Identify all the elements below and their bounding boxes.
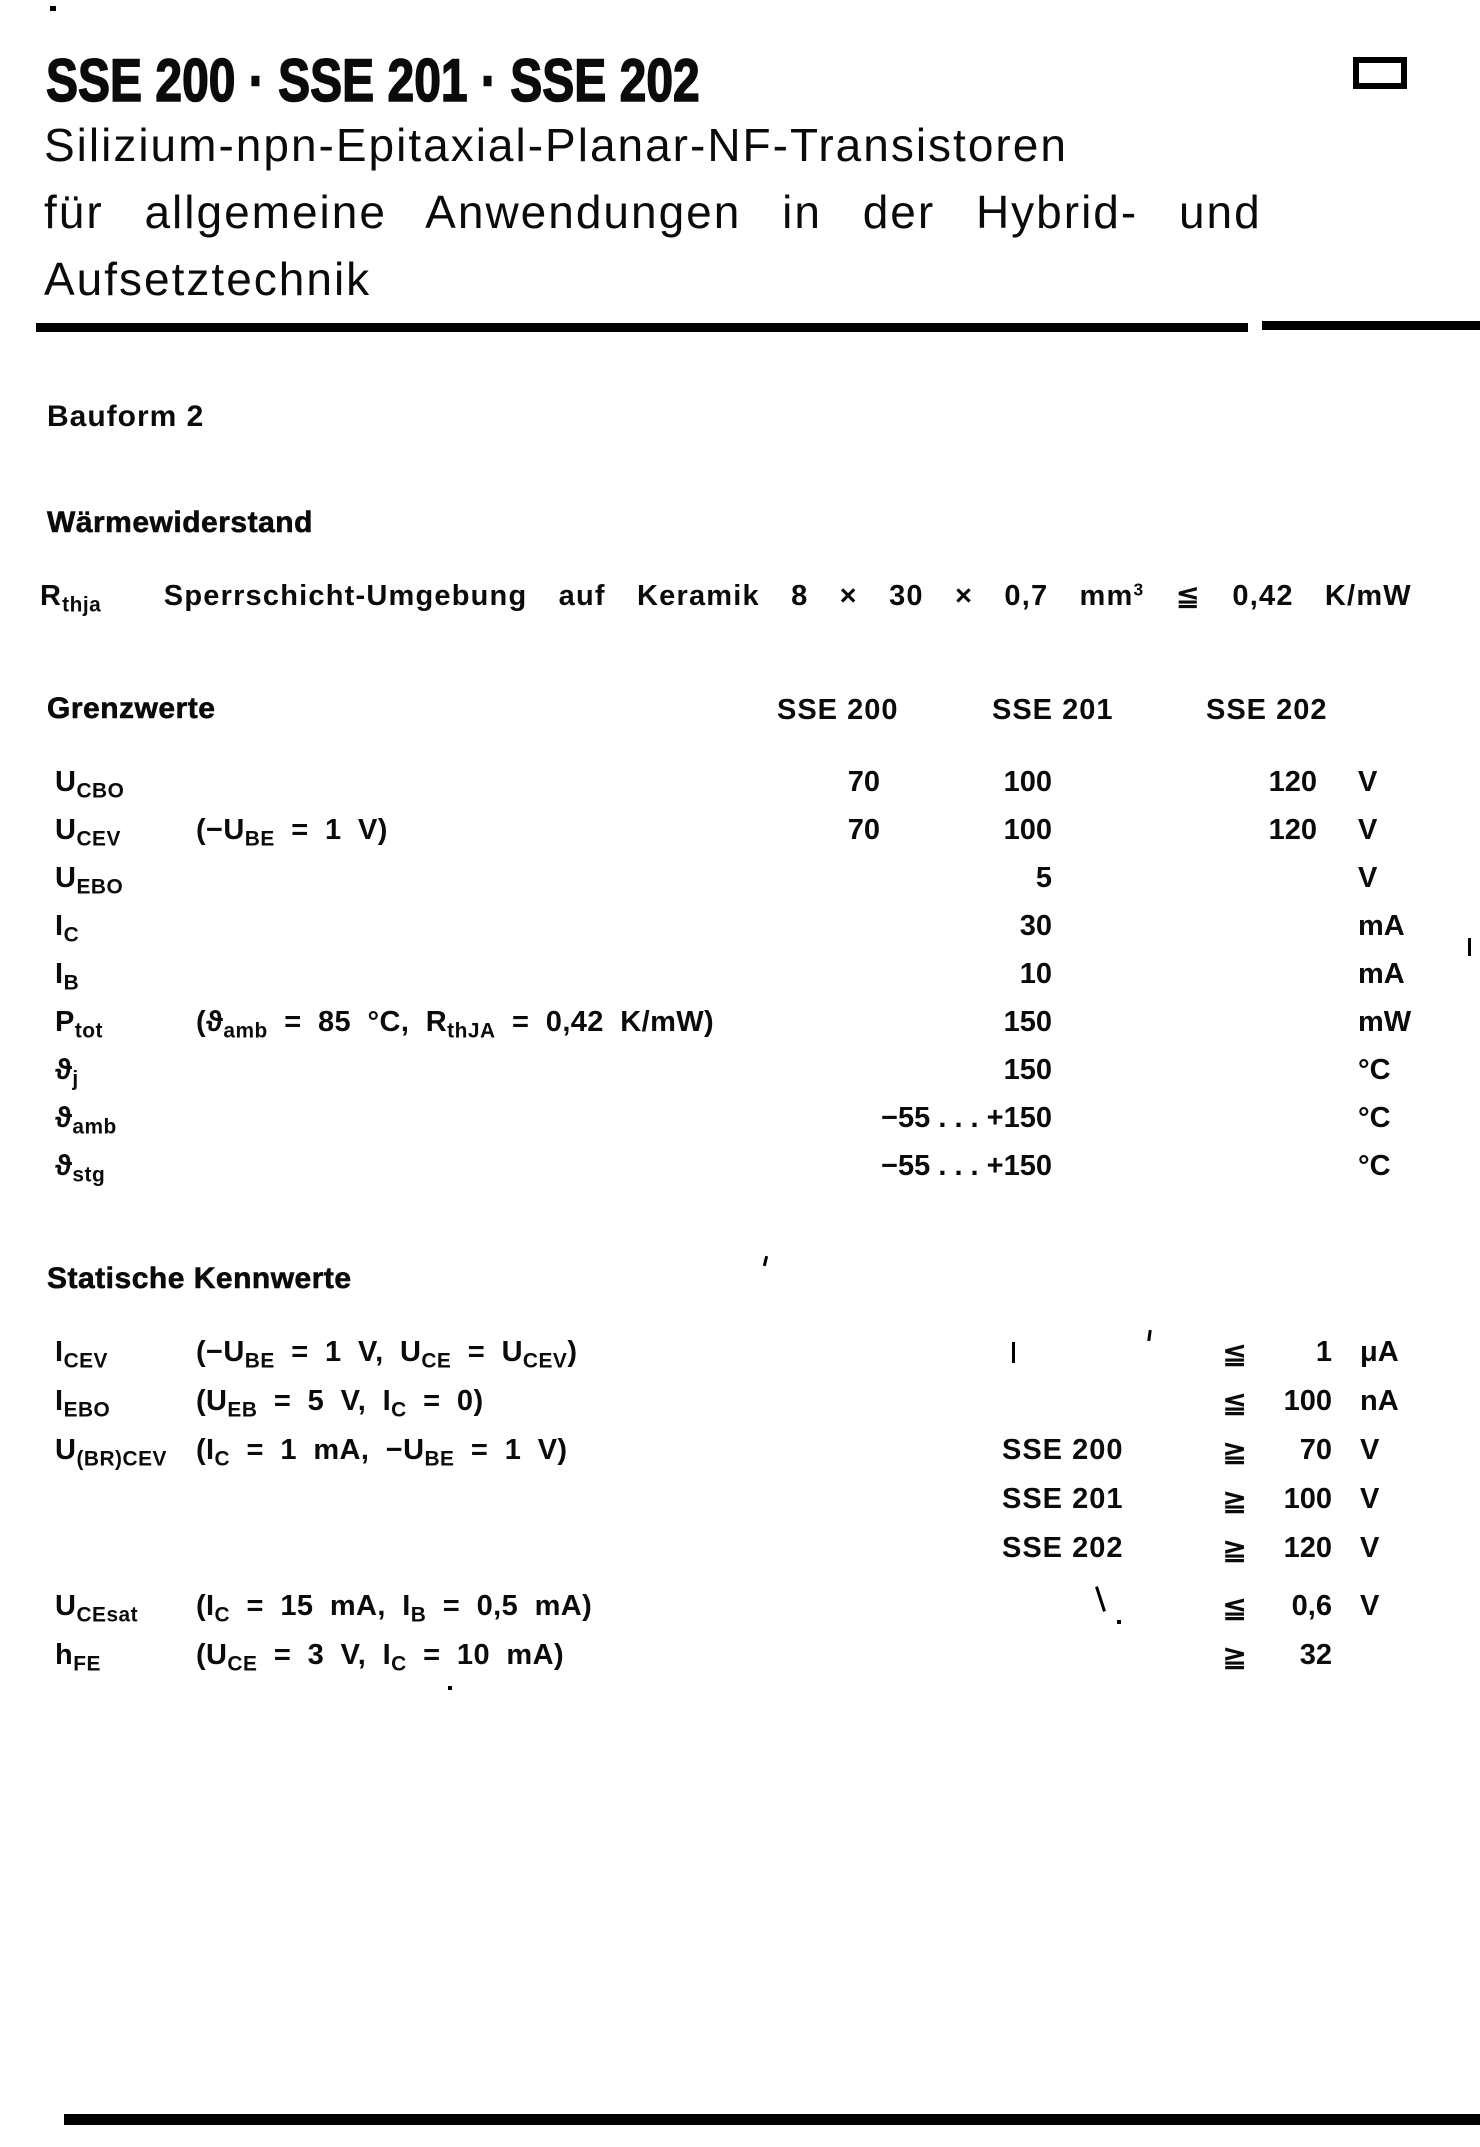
subtitle-line: Aufsetztechnik xyxy=(44,253,372,305)
table-row xyxy=(0,1590,1480,1639)
unit-label: mA xyxy=(1358,910,1405,942)
column-header-sse202: SSE 202 xyxy=(1206,694,1328,726)
test-condition: ($-U_{BE} = 1$ V, $U_{CE} = U_{CEV}$) xyxy=(196,1336,578,1373)
horizontal-rule xyxy=(36,323,1248,332)
parameter-symbol: $U_{(BR)CEV}$ xyxy=(55,1434,167,1471)
parameter-symbol: $ϑ_{amb}$ xyxy=(55,1102,117,1139)
table-row xyxy=(0,1006,1480,1054)
limit-value: 100 xyxy=(1283,1483,1332,1515)
unit-label: V xyxy=(1358,862,1378,894)
value-sse200: 70 xyxy=(847,814,880,846)
value-sse201: −55 . . . +150 xyxy=(881,1102,1052,1134)
device-type-label: SSE 202 xyxy=(1002,1532,1124,1564)
unit-label: μA xyxy=(1360,1336,1399,1368)
value-sse202: 120 xyxy=(1268,766,1317,798)
subtitle-line: für allgemeine Anwendungen in der Hybrid- und xyxy=(44,186,1262,238)
section-heading-waermewiderstand: Wärmewiderstand xyxy=(47,506,313,539)
unit-label: mW xyxy=(1358,1006,1412,1038)
horizontal-rule xyxy=(1262,321,1480,330)
value-sse201: −55 . . . +150 xyxy=(881,1150,1052,1182)
device-type-label: SSE 200 xyxy=(1002,1434,1124,1466)
unit-label: V xyxy=(1360,1590,1380,1622)
table-row xyxy=(0,958,1480,1006)
unit-label: V xyxy=(1360,1483,1380,1515)
value-sse201: 5 xyxy=(1035,862,1052,894)
limit-value: 0,6 xyxy=(1291,1590,1332,1622)
parameter-symbol: $U_{EBO}$ xyxy=(55,862,124,899)
test-condition: ($I_C = 1$ mA, $-U_{BE} = 1$ V) xyxy=(196,1434,568,1471)
parameter-symbol: $I_B$ xyxy=(55,958,80,995)
unit-label: V xyxy=(1358,814,1378,846)
parameter-symbol: $U_{CBO}$ xyxy=(55,766,125,803)
device-type-label: SSE 201 xyxy=(1002,1483,1124,1515)
limit-value: 32 xyxy=(1299,1639,1332,1671)
scan-artifact xyxy=(763,1256,768,1266)
relation-symbol: ≦ xyxy=(1222,1590,1248,1625)
unit-label: V xyxy=(1360,1532,1380,1564)
parameter-symbol: $I_C$ xyxy=(55,910,80,947)
section-heading-grenzwerte: Grenzwerte xyxy=(47,692,216,725)
limit-value: 70 xyxy=(1299,1434,1332,1466)
table-row xyxy=(0,1336,1480,1385)
parameter-symbol: $ϑ_j$ xyxy=(55,1054,79,1091)
unit-label: V xyxy=(1360,1434,1380,1466)
scan-artifact xyxy=(1012,1342,1015,1363)
subtitle-line: Silizium-npn-Epitaxial-Planar-NF-Transistoren xyxy=(44,119,1068,171)
test-condition: ($-U_{BE} = 1$ V) xyxy=(196,814,388,851)
unit-label: °C xyxy=(1358,1150,1391,1182)
scan-artifact xyxy=(1468,938,1471,956)
relation-symbol: ≦ xyxy=(1222,1336,1248,1371)
relation-symbol: ≦ xyxy=(1222,1385,1248,1420)
test-condition: ($ϑ_{amb} = 85$ °C, $R_{thJA} = 0,42$ K/mW) xyxy=(196,1006,715,1043)
table-row xyxy=(0,1054,1480,1102)
value-sse201: 100 xyxy=(1003,766,1052,798)
statische-kennwerte-table xyxy=(0,1336,1480,1696)
limit-value: 120 xyxy=(1283,1532,1332,1564)
value-sse201: 10 xyxy=(1019,958,1052,990)
page-title: SSE 200 · SSE 201 · SSE 202 xyxy=(46,47,700,114)
table-row xyxy=(0,862,1480,910)
relation-symbol: ≧ xyxy=(1222,1434,1248,1469)
table-row xyxy=(0,1150,1480,1198)
section-heading-statische-kennwerte: Statische Kennwerte xyxy=(47,1262,352,1295)
test-condition: ($U_{EB} = 5$ V, $I_C = 0$) xyxy=(196,1385,484,1422)
value-sse200: 70 xyxy=(847,766,880,798)
value-sse201: 100 xyxy=(1003,814,1052,846)
value-sse201: 150 xyxy=(1003,1006,1052,1038)
parameter-symbol: $I_{EBO}$ xyxy=(55,1385,111,1422)
unit-label: °C xyxy=(1358,1102,1391,1134)
limit-value: 1 xyxy=(1315,1336,1332,1368)
table-row xyxy=(0,814,1480,862)
parameter-symbol: $U_{CEV}$ xyxy=(55,814,121,851)
page-subtitle xyxy=(44,112,1262,313)
bottom-rule xyxy=(64,2114,1480,2125)
limit-value: 100 xyxy=(1283,1385,1332,1417)
table-row xyxy=(0,1434,1480,1483)
table-row xyxy=(0,910,1480,958)
corner-marker-box-icon xyxy=(1353,57,1407,89)
table-row xyxy=(0,1483,1480,1532)
scan-artifact xyxy=(448,1686,452,1690)
unit-label: nA xyxy=(1360,1385,1399,1417)
parameter-symbol: $I_{CEV}$ xyxy=(55,1336,108,1373)
table-row xyxy=(0,1102,1480,1150)
parameter-symbol: $ϑ_{stg}$ xyxy=(55,1150,106,1187)
table-row xyxy=(0,766,1480,814)
thermal-resistance-line: $R_{thja}$ Sperrschicht-Umgebung auf Keramik 8 × 30 × 0,7 $mm^3$ ≦ 0,42 K/mW xyxy=(40,579,1412,617)
value-sse201: 150 xyxy=(1003,1054,1052,1086)
value-sse201: 30 xyxy=(1019,910,1052,942)
test-condition: ($U_{CE} = 3$ V, $I_C = 10$ mA) xyxy=(196,1639,565,1676)
unit-label: mA xyxy=(1358,958,1405,990)
table-row xyxy=(0,1385,1480,1434)
relation-symbol: ≧ xyxy=(1222,1639,1248,1674)
value-sse202: 120 xyxy=(1268,814,1317,846)
table-row xyxy=(0,1639,1480,1688)
relation-symbol: ≧ xyxy=(1222,1483,1248,1518)
column-header-sse201: SSE 201 xyxy=(992,694,1114,726)
parameter-symbol: $P_{tot}$ xyxy=(55,1006,103,1043)
bauform-label: Bauform 2 xyxy=(47,400,205,433)
parameter-symbol: $U_{CEsat}$ xyxy=(55,1590,139,1627)
parameter-symbol: $h_{FE}$ xyxy=(55,1639,101,1676)
table-row xyxy=(0,1532,1480,1581)
grenzwerte-table xyxy=(0,766,1480,1198)
scan-artifact xyxy=(50,6,56,11)
unit-label: °C xyxy=(1358,1054,1391,1086)
scan-artifact xyxy=(1117,1620,1121,1624)
relation-symbol: ≧ xyxy=(1222,1532,1248,1567)
unit-label: V xyxy=(1358,766,1378,798)
test-condition: ($I_C = 15$ mA, $I_B = 0,5$ mA) xyxy=(196,1590,593,1627)
column-header-sse200: SSE 200 xyxy=(777,694,899,726)
